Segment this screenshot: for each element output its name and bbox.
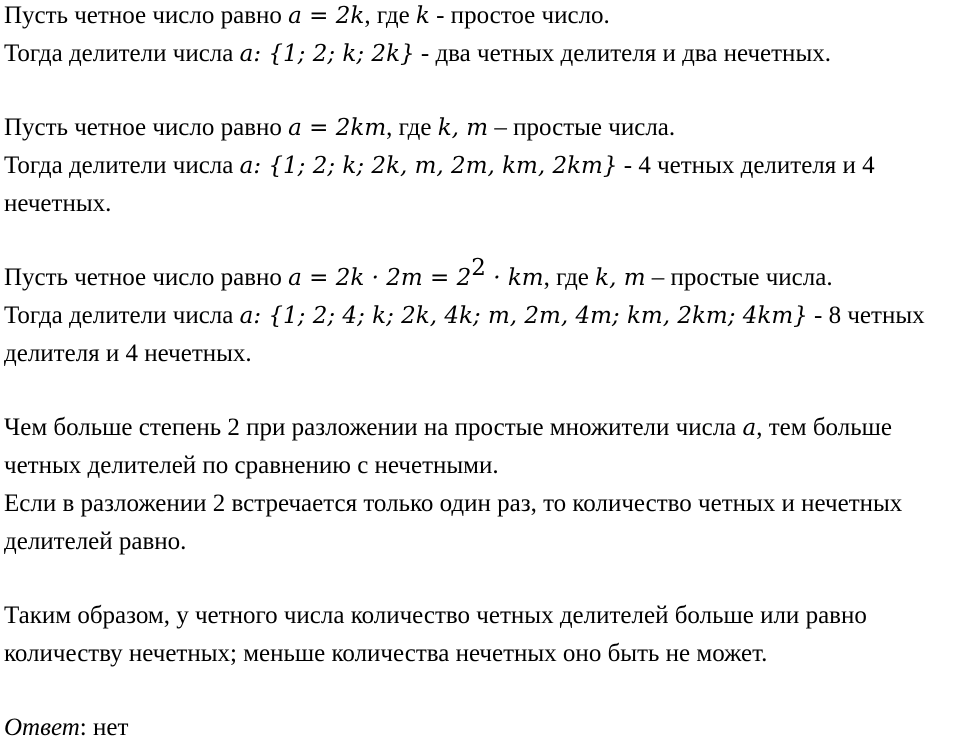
text-run: – простые числа. bbox=[488, 114, 676, 141]
text-line bbox=[4, 147, 956, 185]
text-run: , где bbox=[364, 2, 416, 29]
text-run: количеству нечетных; меньше количества нечетных оно быть не может. bbox=[4, 640, 768, 667]
solution-text bbox=[4, 0, 956, 673]
text-run: четных делителей по сравнению с нечетными. bbox=[4, 452, 499, 479]
math-expression: k bbox=[415, 3, 430, 29]
answer-label: Ответ bbox=[4, 714, 80, 741]
text-run: делителей равно. bbox=[4, 528, 187, 555]
paragraph-gap bbox=[4, 673, 956, 709]
paragraph-gap bbox=[4, 561, 956, 597]
text-line bbox=[4, 109, 956, 147]
text-line bbox=[4, 255, 956, 297]
text-run: делителя и 4 нечетных. bbox=[4, 340, 252, 367]
paragraph bbox=[4, 255, 956, 373]
paragraph bbox=[4, 409, 956, 561]
text-line bbox=[4, 297, 956, 335]
math-expression: a bbox=[742, 415, 757, 441]
answer-value: нет bbox=[92, 714, 129, 741]
paragraph-gap bbox=[4, 373, 956, 409]
text-line bbox=[4, 185, 956, 223]
text-run: - простое число. bbox=[429, 2, 610, 29]
text-run: – простые числа. bbox=[645, 264, 833, 291]
paragraph bbox=[4, 0, 956, 73]
text-line bbox=[4, 597, 956, 635]
text-run: Пусть четное число равно bbox=[4, 264, 289, 291]
math-expression: k, m bbox=[595, 265, 646, 291]
text-run: , тем больше bbox=[756, 414, 892, 441]
paragraph bbox=[4, 597, 956, 673]
text-run: , где bbox=[543, 264, 596, 291]
text-run: Тогда делители числа bbox=[4, 152, 240, 179]
text-line bbox=[4, 485, 956, 523]
text-run: Тогда делители числа bbox=[4, 40, 240, 67]
text-line bbox=[4, 0, 956, 35]
text-run: Тогда делители числа bbox=[4, 302, 240, 329]
math-expression: · km bbox=[485, 265, 544, 291]
math-expression: a = 2km bbox=[288, 115, 387, 141]
text-run: Таким образом, у четного числа количество четных делителей больше или равно bbox=[4, 602, 867, 629]
text-line bbox=[4, 35, 956, 73]
text-run: Пусть четное число равно bbox=[4, 2, 289, 29]
math-expression: a: {1; 2; k; 2k} bbox=[239, 41, 415, 67]
math-expression: a = 2k bbox=[288, 3, 365, 29]
text-run: нечетных. bbox=[4, 190, 112, 217]
math-expression: a: {1; 2; k; 2k, m, 2m, km, 2km} bbox=[239, 153, 618, 179]
text-line bbox=[4, 523, 956, 561]
paragraph-gap bbox=[4, 223, 956, 259]
text-line bbox=[4, 635, 956, 673]
text-run: Если в разложении 2 встречается только один раз, то количество четных и нечетных bbox=[4, 490, 903, 517]
text-run: - 4 четных делителя и 4 bbox=[617, 152, 875, 179]
paragraph-gap bbox=[4, 73, 956, 109]
math-expression: k, m bbox=[437, 115, 489, 141]
math-expression: a: {1; 2; 4; k; 2k, 4k; m, 2m, 4m; km, 2km; 4km} bbox=[239, 303, 808, 329]
paragraph bbox=[4, 109, 956, 223]
math-expression: a = 2k · 2m = 2 bbox=[288, 265, 472, 291]
text-run: - 8 четных bbox=[807, 302, 925, 329]
text-line bbox=[4, 335, 956, 373]
text-line bbox=[4, 447, 956, 485]
text-run: , где bbox=[386, 114, 438, 141]
text-run: - два четных делителя и два нечетных. bbox=[414, 40, 831, 67]
answer-separator: : bbox=[79, 714, 93, 741]
document-body bbox=[4, 0, 956, 747]
text-line bbox=[4, 409, 956, 447]
math-exponent: 2 bbox=[471, 255, 486, 281]
answer-line bbox=[4, 709, 956, 747]
text-run: Чем больше степень 2 при разложении на простые множители числа bbox=[4, 414, 743, 441]
text-run: Пусть четное число равно bbox=[4, 114, 289, 141]
